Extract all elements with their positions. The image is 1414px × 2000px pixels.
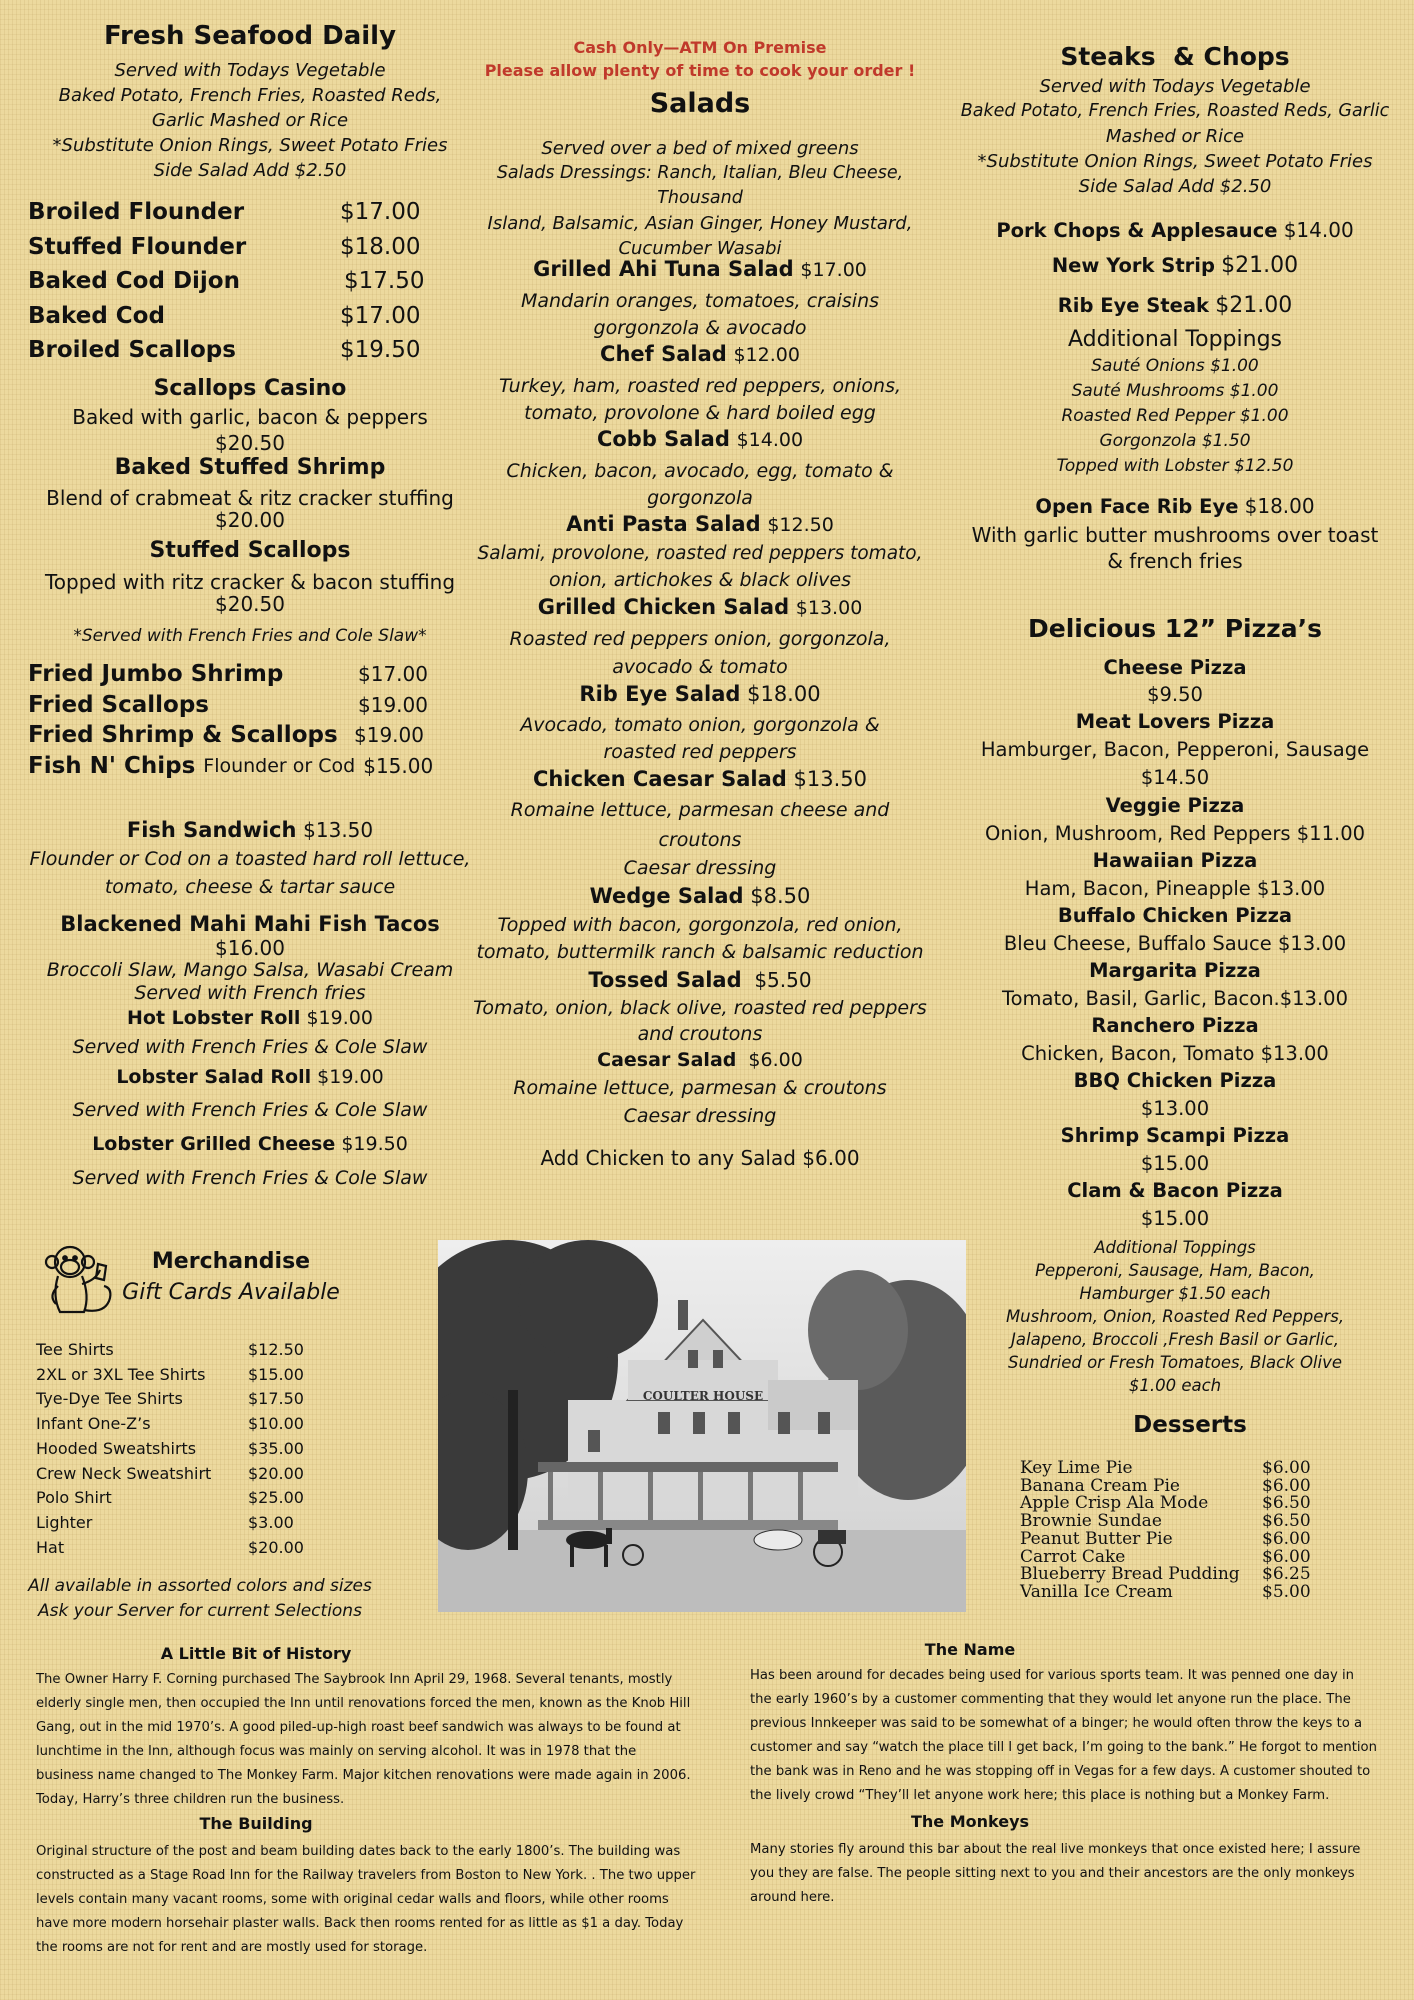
pizza-desc: $13.00 xyxy=(1140,1097,1210,1120)
item-price: $5.00 xyxy=(1262,1581,1311,1602)
pizza-name: Meat Lovers Pizza xyxy=(1075,710,1275,733)
item-name: Scallops Casino xyxy=(153,376,347,401)
seafood-title: Fresh Seafood Daily xyxy=(103,21,397,51)
merch-footer xyxy=(20,1574,380,1624)
item-price: $6.50 xyxy=(1262,1511,1311,1532)
menu-item xyxy=(470,592,930,623)
item-price: $21.00 xyxy=(1221,253,1299,278)
seafood-intro-line: *Substitute Onion Rings, Sweet Potato Fries xyxy=(52,135,448,156)
pizza-desc: $15.00 xyxy=(1140,1207,1210,1230)
item-name: Banana Cream Pie xyxy=(1020,1475,1180,1496)
item-price: $6.00 xyxy=(748,1049,803,1071)
seafood-intro-line: Baked Potato, French Fries, Roasted Reds, xyxy=(58,85,442,106)
item-name: Fried Jumbo Shrimp xyxy=(28,661,284,687)
seafood-price-list xyxy=(28,195,448,368)
item-desc: Turkey, ham, roasted red peppers, onions, xyxy=(498,375,902,397)
pizza-toppings xyxy=(960,1236,1390,1397)
pizza-topping-line: $1.00 each xyxy=(1128,1376,1222,1395)
item-name: Caesar Salad xyxy=(597,1049,737,1071)
desserts-section xyxy=(1020,1408,1360,1602)
desserts-list xyxy=(1020,1460,1360,1602)
item-name: Rib Eye Steak xyxy=(1057,294,1210,317)
name-section xyxy=(750,1638,1378,1910)
steak-toppings-title: Additional Toppings xyxy=(1067,327,1282,352)
item-price: $20.50 xyxy=(215,592,285,616)
item-price: $17.50 xyxy=(344,268,425,294)
building-text: Original structure of the post and beam building dates back to the early 1800’s. The building was constructed as a Stage Road Inn for the Railway travelers from Boston to New York. . The two upper levels contain many vacant rooms, some with original cedar walls and floors, while other rooms have more modern horsehair plaster walls. Back then rooms rented for as little as $1 a day. Today the rooms are not for rent and are mostly used for storage. xyxy=(36,1844,696,1955)
monkeys-title: The Monkeys xyxy=(910,1812,1030,1831)
steaks-intro-line: Side Salad Add $2.50 xyxy=(1078,176,1272,197)
fried-list xyxy=(28,659,468,781)
item-name: Polo Shirt xyxy=(36,1488,112,1508)
item-price: $17.00 xyxy=(800,259,867,281)
cook-time-notice: Please allow plenty of time to cook your order ! xyxy=(484,61,916,80)
merch-footer-line: All available in assorted colors and sizes xyxy=(28,1576,372,1596)
item-name: Open Face Rib Eye xyxy=(1035,495,1239,518)
menu-item xyxy=(28,264,448,299)
seafood-intro-line: Garlic Mashed or Rice xyxy=(151,110,349,131)
steaks-intro-line: Mashed or Rice xyxy=(1105,126,1245,147)
item-desc: Caesar dressing xyxy=(623,857,777,879)
item-name: Peanut Butter Pie xyxy=(1020,1528,1173,1549)
item-price: $19.00 xyxy=(317,1066,384,1088)
menu-item xyxy=(28,690,468,721)
item-name: Wedge Salad xyxy=(589,884,744,908)
menu-item xyxy=(470,254,930,285)
item-price: $20.00 xyxy=(248,1463,304,1483)
pizza-name: Buffalo Chicken Pizza xyxy=(1057,904,1293,927)
item-desc: avocado & tomato xyxy=(612,656,788,678)
menu-item xyxy=(470,509,930,540)
item-name: 2XL or 3XL Tee Shirts xyxy=(36,1364,206,1384)
dessert-item xyxy=(1020,1581,1360,1602)
salad-list xyxy=(470,254,930,1171)
menu-item xyxy=(28,299,448,334)
pizza-topping-line: Mushroom, Onion, Roasted Red Peppers, xyxy=(1005,1307,1345,1326)
item-name: Cobb Salad xyxy=(596,427,730,451)
merch-item xyxy=(36,1338,336,1363)
merch-item xyxy=(36,1462,336,1487)
item-price: $12.00 xyxy=(733,344,800,366)
item-name: Anti Pasta Salad xyxy=(566,512,761,536)
item-price: $6.25 xyxy=(1262,1564,1311,1585)
item-price: $12.50 xyxy=(767,514,834,536)
menu-item xyxy=(28,751,468,782)
item-desc: Chicken, bacon, avocado, egg, tomato & xyxy=(506,460,894,482)
item-price: $25.00 xyxy=(248,1488,304,1508)
item-name: Lobster Grilled Cheese xyxy=(92,1133,336,1155)
coulter-house-photo xyxy=(438,1240,966,1612)
building-title: The Building xyxy=(199,1814,313,1833)
item-name: Rib Eye Salad xyxy=(579,682,741,706)
item-price: $20.50 xyxy=(215,431,285,455)
item-desc: onion, artichokes & black olives xyxy=(549,569,851,591)
merch-item xyxy=(36,1437,336,1462)
item-price: $20.00 xyxy=(215,508,285,532)
item-name: Fish Sandwich xyxy=(126,818,297,842)
item-desc: With garlic butter mushrooms over toast xyxy=(971,523,1379,547)
item-name: Chicken Caesar Salad xyxy=(533,767,787,791)
item-desc: Topped with ritz cracker & bacon stuffing xyxy=(44,570,456,594)
salads-intro-line: Island, Balsamic, Asian Ginger, Honey Mustard, xyxy=(487,213,913,234)
pizza-section xyxy=(960,610,1390,1397)
history-section xyxy=(36,1642,696,1960)
item-name: Brownie Sundae xyxy=(1020,1511,1162,1532)
pizza-name: Clam & Bacon Pizza xyxy=(1067,1179,1283,1202)
inn-photo xyxy=(438,1240,966,1612)
salads-intro xyxy=(470,136,930,261)
item-name: Chef Salad xyxy=(600,342,727,366)
item-price: $6.00 xyxy=(1262,1546,1311,1567)
fried-note: *Served with French Fries and Cole Slaw* xyxy=(73,626,427,646)
menu-item xyxy=(28,333,448,368)
item-name: Tee Shirts xyxy=(36,1340,114,1359)
item-name: Hooded Sweatshirts xyxy=(36,1438,197,1458)
item-name: Hot Lobster Roll xyxy=(127,1007,301,1029)
merch-footer-line: Ask your Server for current Selections xyxy=(38,1601,362,1621)
seafood-sandwiches xyxy=(20,815,480,1197)
item-desc: Topped with bacon, gorgonzola, red onion, xyxy=(497,914,903,936)
menu-item xyxy=(960,286,1390,326)
item-name: Blackened Mahi Mahi Fish Tacos xyxy=(60,912,440,936)
item-price: $6.00 xyxy=(1262,1475,1311,1496)
history-text: The Owner Harry F. Corning purchased The Saybrook Inn April 29, 1968. Several tenants, mostly elderly single men, then occupied the Inn until renovations forced the men, known as the Knob Hill Gang, out in the mid 1970’s. A good piled-up-high roast beef sandwich was always to be found at lunchtime in the Inn, although focus was mainly on serving alcohol. It was in 1978 that the business name changed to The Monkey Farm. Major kitchen renovations were made again in 2006. Today, Harry’s three children run the business. xyxy=(36,1672,691,1807)
merch-item xyxy=(36,1412,336,1437)
item-price: $13.50 xyxy=(793,767,867,791)
item-desc: tomato, provolone & hard boiled egg xyxy=(524,402,876,424)
item-price: $19.00 xyxy=(306,1007,373,1029)
menu-item xyxy=(960,246,1390,286)
item-price: $19.00 xyxy=(354,723,424,747)
item-price: $17.00 xyxy=(340,199,421,225)
item-desc: Romaine lettuce, parmesan cheese and croutons xyxy=(510,799,890,851)
item-price: $12.50 xyxy=(248,1340,304,1359)
item-desc: roasted red peppers xyxy=(603,741,797,763)
pizza-topping-line: Sundried or Fresh Tomatoes, Black Olive xyxy=(1007,1353,1343,1372)
item-name: Fried Shrimp & Scallops xyxy=(28,722,338,748)
pizza-name: Ranchero Pizza xyxy=(1091,1014,1259,1037)
salads-title: Salads xyxy=(649,88,751,119)
item-desc: Blend of crabmeat & ritz cracker stuffing xyxy=(46,486,454,510)
seafood-section xyxy=(20,18,480,183)
steak-topping: Topped with Lobster $12.50 xyxy=(1056,456,1294,476)
item-price: $6.00 xyxy=(1262,1528,1311,1549)
steak-topping: Sauté Mushrooms $1.00 xyxy=(1071,381,1279,401)
seafood-intro-line: Side Salad Add $2.50 xyxy=(153,160,347,181)
item-desc: Flounder or Cod on a toasted hard roll lettuce, xyxy=(29,848,471,870)
merch-item xyxy=(36,1363,336,1388)
pizza-name: Hawaiian Pizza xyxy=(1092,849,1258,872)
item-desc: & french fries xyxy=(1107,549,1243,573)
item-desc: gorgonzola xyxy=(647,487,753,509)
menu-item xyxy=(470,1047,930,1073)
item-name: Tye-Dye Tee Shirts xyxy=(36,1389,183,1409)
item-name: Vanilla Ice Cream xyxy=(1020,1581,1173,1602)
item-desc: Tomato, onion, black olive, roasted red peppers xyxy=(473,997,927,1019)
merch-item xyxy=(36,1511,336,1536)
menu-item xyxy=(20,1062,480,1092)
item-name: Broiled Scallops xyxy=(28,337,236,363)
steaks-intro-line: Served with Todays Vegetable xyxy=(1039,76,1311,97)
steaks-section xyxy=(960,40,1390,574)
item-price: $19.50 xyxy=(341,1133,408,1155)
item-price: $3.00 xyxy=(248,1512,294,1532)
desserts-title: Desserts xyxy=(1133,1412,1247,1438)
name-title: The Name xyxy=(924,1640,1016,1659)
item-price: $6.50 xyxy=(1262,1493,1311,1514)
merch-title: Merchandise xyxy=(151,1249,311,1274)
item-name: Baked Cod Dijon xyxy=(28,268,240,294)
salads-intro-line: Salads Dressings: Ranch, Italian, Bleu Cheese, Thousand xyxy=(496,163,904,208)
steak-topping: Sauté Onions $1.00 xyxy=(1091,356,1259,376)
item-desc: tomato, buttermilk ranch & balsamic reduction xyxy=(476,941,924,963)
item-name: Fried Scallops xyxy=(28,691,209,718)
pizza-desc: $9.50 xyxy=(1147,683,1203,706)
item-price: $15.00 xyxy=(363,753,434,778)
salads-section xyxy=(470,86,930,261)
dessert-item xyxy=(1020,1528,1360,1549)
pizza-desc: Hamburger, Bacon, Pepperoni, Sausage xyxy=(980,738,1370,761)
item-price: $20.00 xyxy=(248,1537,304,1557)
menu-item xyxy=(28,195,448,230)
item-desc: Served with French fries xyxy=(134,982,366,1004)
item-desc: Broccoli Slaw, Mango Salsa, Wasabi Cream xyxy=(46,959,454,981)
item-price: $18.00 xyxy=(1244,494,1315,518)
pizza-name: Veggie Pizza xyxy=(1105,794,1245,817)
item-name: Grilled Ahi Tuna Salad xyxy=(533,257,794,281)
pizza-desc: Ham, Bacon, Pineapple $13.00 xyxy=(1024,877,1326,900)
salads-intro-line: Cucumber Wasabi xyxy=(618,238,782,259)
item-name: Pork Chops & Applesauce xyxy=(996,219,1278,242)
menu-item xyxy=(470,965,930,995)
menu-item xyxy=(20,1004,480,1032)
menu-item xyxy=(470,424,930,455)
item-name: Lighter xyxy=(36,1512,93,1532)
item-name: Hat xyxy=(36,1537,65,1557)
pizza-desc: Tomato, Basil, Garlic, Bacon.$13.00 xyxy=(1002,987,1348,1010)
menu-item xyxy=(28,720,468,751)
menu-item xyxy=(470,881,930,911)
pizza-desc: Onion, Mushroom, Red Peppers $11.00 xyxy=(984,822,1366,845)
item-desc: tomato, cheese & tartar sauce xyxy=(104,876,396,898)
item-name: Baked Cod xyxy=(28,302,165,329)
item-desc: Salami, provolone, roasted red peppers tomato, xyxy=(477,543,923,564)
history-title: A Little Bit of History xyxy=(160,1644,352,1663)
item-desc: and croutons xyxy=(637,1023,763,1045)
item-desc: Avocado, tomato onion, gorgonzola & xyxy=(520,714,880,736)
item-price: $19.50 xyxy=(340,337,421,363)
item-name: Grilled Chicken Salad xyxy=(537,595,790,619)
item-price: $18.00 xyxy=(340,233,421,260)
salads-intro-line: Served over a bed of mixed greens xyxy=(541,138,859,159)
menu-item xyxy=(470,679,930,709)
menu-item xyxy=(960,215,1390,246)
seafood-specials xyxy=(20,374,480,648)
notice xyxy=(470,36,930,82)
menu-item xyxy=(28,659,468,690)
steaks-intro-line: Baked Potato, French Fries, Roasted Reds, Garlic xyxy=(960,101,1390,121)
pizza-desc: Bleu Cheese, Buffalo Sauce $13.00 xyxy=(1003,932,1347,955)
item-name: Broiled Flounder xyxy=(28,199,245,225)
item-name: Tossed Salad xyxy=(588,968,742,992)
item-desc: Flounder or Cod xyxy=(203,754,356,777)
item-desc: Roasted red peppers onion, gorgonzola, xyxy=(509,628,891,650)
pizza-list xyxy=(960,654,1390,1232)
item-desc: Caesar dressing xyxy=(623,1105,777,1127)
item-price: $18.00 xyxy=(747,682,821,706)
item-name: Lobster Salad Roll xyxy=(116,1066,312,1088)
menu-item xyxy=(20,1129,480,1159)
pizza-name: Margarita Pizza xyxy=(1089,959,1261,982)
seafood-intro xyxy=(20,58,480,183)
item-desc: Romaine lettuce, parmesan & croutons xyxy=(513,1077,887,1099)
pizza-topping-line: Jalapeno, Broccoli ,Fresh Basil or Garlic, xyxy=(1011,1330,1339,1349)
item-desc: Served with French Fries & Cole Slaw xyxy=(72,1036,428,1058)
item-price: $35.00 xyxy=(248,1438,304,1458)
item-price: $13.50 xyxy=(303,818,374,842)
item-name: Blueberry Bread Pudding xyxy=(1020,1564,1240,1585)
merch-subtitle: Gift Cards Available xyxy=(122,1280,340,1305)
item-price: $16.00 xyxy=(215,936,285,960)
menu-item xyxy=(470,339,930,370)
menu-item xyxy=(960,491,1390,522)
merch-item xyxy=(36,1387,336,1412)
steaks-title: Steaks & Chops xyxy=(1060,42,1290,71)
pizza-name: Shrimp Scampi Pizza xyxy=(1060,1124,1290,1147)
menu-item xyxy=(470,763,930,795)
photo-sign: COULTER HOUSE xyxy=(642,1389,764,1403)
item-price: $8.50 xyxy=(750,884,811,908)
item-price: $17.00 xyxy=(358,662,428,686)
pizza-price: $14.50 xyxy=(1140,766,1210,789)
steak-topping: Gorgonzola $1.50 xyxy=(1099,431,1251,451)
item-name: Stuffed Scallops xyxy=(149,538,351,563)
pizza-desc: $15.00 xyxy=(1140,1152,1210,1175)
pizza-title: Delicious 12” Pizza’s xyxy=(1028,614,1322,643)
item-price: $21.00 xyxy=(1215,293,1293,318)
add-chicken-note: Add Chicken to any Salad $6.00 xyxy=(540,1146,860,1170)
menu-item xyxy=(20,815,480,845)
steaks-intro-line: *Substitute Onion Rings, Sweet Potato Fries xyxy=(977,151,1373,172)
pizza-topping-line: Hamburger $1.50 each xyxy=(1079,1284,1271,1303)
item-name: Apple Crisp Ala Mode xyxy=(1020,1493,1209,1514)
item-name: Baked Stuffed Shrimp xyxy=(114,455,386,480)
pizza-topping-line: Pepperoni, Sausage, Ham, Bacon, xyxy=(1035,1261,1315,1280)
item-name: Fish N' Chips xyxy=(28,752,196,779)
cash-only-notice: Cash Only—ATM On Premise xyxy=(573,38,827,57)
item-desc: Served with French Fries & Cole Slaw xyxy=(72,1099,428,1121)
item-price: $14.00 xyxy=(1283,218,1354,242)
item-name: Stuffed Flounder xyxy=(28,233,247,260)
monkeys-text: Many stories fly around this bar about the real live monkeys that once existed here; I assure you they are false. The people sitting next to you and their ancestors are the only monkeys around here. xyxy=(750,1842,1361,1905)
item-desc: Baked with garlic, bacon & peppers xyxy=(72,405,428,429)
item-price: $10.00 xyxy=(248,1414,304,1434)
item-price: $17.00 xyxy=(340,302,421,329)
item-price: $19.00 xyxy=(358,692,428,717)
item-desc: Mandarin oranges, tomatoes, craisins xyxy=(520,290,880,312)
item-price: $14.00 xyxy=(736,429,804,451)
item-price: $5.50 xyxy=(754,968,812,992)
item-name: Carrot Cake xyxy=(1020,1546,1126,1567)
merch-item xyxy=(36,1486,336,1511)
pizza-name: BBQ Chicken Pizza xyxy=(1073,1069,1277,1092)
item-name: Crew Neck Sweatshirt xyxy=(36,1463,212,1483)
seafood-intro-line: Served with Todays Vegetable xyxy=(114,60,386,81)
item-price: $13.00 xyxy=(795,597,863,619)
item-price: $17.50 xyxy=(248,1389,304,1409)
item-desc: Served with French Fries & Cole Slaw xyxy=(72,1167,428,1189)
item-name: New York Strip xyxy=(1051,254,1215,277)
item-name: Infant One-Z’s xyxy=(36,1414,151,1434)
pizza-topping-line: Additional Toppings xyxy=(1094,1238,1256,1257)
menu-item xyxy=(28,230,448,265)
item-name: Key Lime Pie xyxy=(1020,1458,1133,1478)
item-desc: gorgonzola & avocado xyxy=(593,317,807,339)
item-price: $6.00 xyxy=(1262,1458,1311,1478)
pizza-desc: Chicken, Bacon, Tomato $13.00 xyxy=(1021,1042,1329,1065)
merch-list xyxy=(36,1338,336,1560)
name-text: Has been around for decades being used for various sports team. It was penned one day in the early 1960’s by a customer commenting that they would let anyone run the place. The previous Innkeeper was said to be somewhat of a binger; he would often throw the keys to a customer and say “watch the place till I get back, I’m going to the bank.” He forgot to mention the bank was in Reno and he was stopping off in Vegas for a few days. A customer shouted to the lively crowd “They’ll let anyone work here; this place is nothing but a Monkey Farm. xyxy=(750,1668,1377,1803)
pizza-name: Cheese Pizza xyxy=(1103,656,1247,679)
merch-item xyxy=(36,1536,336,1561)
item-price: $15.00 xyxy=(248,1364,304,1384)
steak-topping: Roasted Red Pepper $1.00 xyxy=(1061,406,1289,426)
